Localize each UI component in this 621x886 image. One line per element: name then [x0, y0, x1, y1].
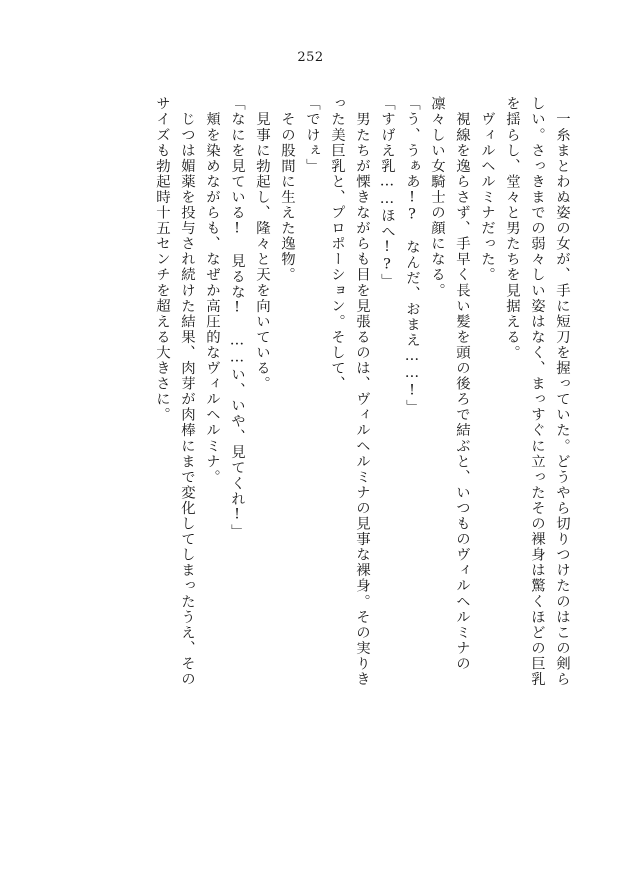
- page-number: 252: [297, 50, 324, 65]
- text-line: 「う、うぁあ!? なんだ、おまえ……!」: [404, 96, 420, 415]
- text-line: ヴィルヘルミナだった。: [479, 96, 495, 283]
- text-line: 頬を染めながらも、なぜか高圧的なヴィルヘルミナ。: [204, 96, 220, 485]
- text-line: しい。さっきまでの弱々しい姿はなく、まっすぐに立ったその裸身は驚くほどの巨乳: [529, 96, 545, 687]
- text-line: 凛々しい女騎士の顔になる。: [429, 96, 445, 299]
- vertical-text-body: [68, 96, 569, 826]
- text-line: その股間に生えた逸物。: [279, 96, 295, 283]
- text-line: 「すげえ乳……ほへ!?」: [379, 96, 395, 289]
- text-line: った美巨乳と、プロポーション。そして、: [329, 96, 345, 392]
- text-line: サイズも勃起時十五センチを超える大きさに。: [154, 96, 170, 423]
- text-line: 「でけぇ」: [304, 96, 320, 174]
- text-line: 見事に勃起し、隆々と天を向いている。: [254, 96, 270, 392]
- text-line: じつは媚薬を投与され続けた結果、肉芽が肉棒にまで変化してしまったうえ、その: [179, 96, 195, 687]
- text-line: 一糸まとわぬ姿の女が、手に短刀を握っていた。どうやら切りつけたのはこの剣ら: [554, 96, 570, 687]
- text-line: 視線を逸らさず、手早く長い髪を頭の後ろで結ぶと、いつものヴィルヘルミナの: [454, 96, 470, 672]
- text-line: 男たちが慄きながらも目を見張るのは、ヴィルヘルミナの見事な裸身。その実りき: [354, 96, 370, 687]
- text-line: を揺らし、堂々と男たちを見据える。: [504, 96, 520, 361]
- text-line: 「なにを見ている! 見るな! ……い、いや、見てくれ!」: [229, 96, 245, 540]
